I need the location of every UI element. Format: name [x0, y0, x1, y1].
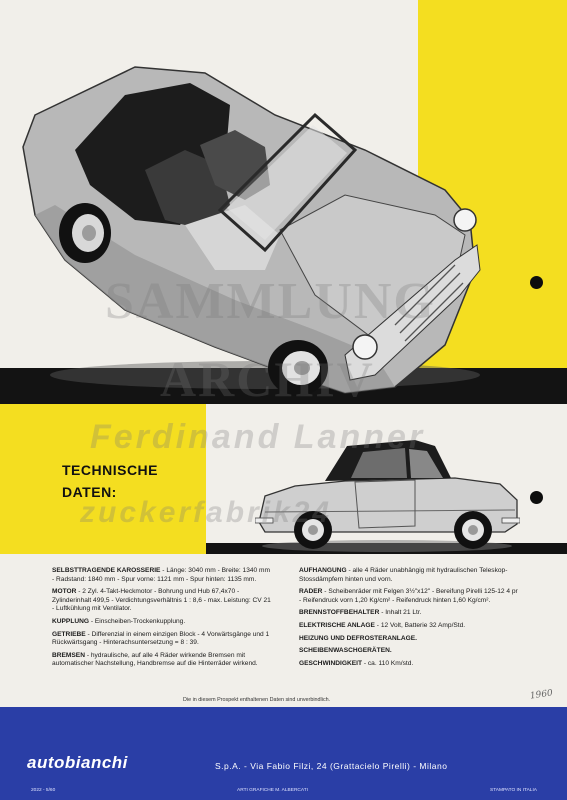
spec-label: HEIZUNG UND DEFROSTERANLAGE. [299, 634, 417, 642]
spec-item [52, 631, 274, 648]
specs-left-column [52, 567, 274, 673]
spec-text: - alle 4 Räder unabhängig mit hydraulischen Teleskop-Stossdämpfern hinten und vorn. [299, 567, 508, 583]
spec-label: GESCHWINDIGKEIT [299, 659, 363, 667]
heading-line-2: DATEN: [62, 484, 117, 500]
specs-right-column [299, 567, 521, 672]
printed-in: STAMPATO IN ITALIA [490, 788, 537, 793]
spec-item [52, 567, 274, 584]
convertible-car-image [15, 55, 485, 400]
watermark-zuckerfabrik: zuckerfabrik24 [80, 496, 333, 529]
spec-item [299, 609, 521, 618]
spec-item [52, 652, 274, 669]
spec-label: RADER [299, 588, 323, 596]
disclaimer-text: Die in diesem Prospekt enthaltenen Daten sind unverbindlich. [183, 697, 331, 703]
spec-item [299, 588, 521, 605]
autobianchi-logo: autobianchi [27, 753, 128, 772]
spec-label: BREMSEN [52, 651, 85, 659]
company-address: S.p.A. - Via Fabio Filzi, 24 (Grattacielo Pirelli) - Milano [215, 761, 448, 771]
watermark-lanner: Ferdinand Lanner [90, 418, 426, 456]
spec-text: - Länge: 3040 mm - Breite: 1340 mm - Radstand: 1840 mm - Spur vorne: 1121 mm - Spur hinten: 1135 mm. [52, 567, 271, 583]
spec-text: - Differenzial in einem einzigen Block - 4 Vorwärtsgänge und 1 Rückwärtsgang - Hinterachsuntersetzung = 8 : 39. [52, 630, 270, 647]
spec-text: - 12 Volt, Batterie 32 Amp/Std. [374, 621, 466, 629]
spec-text: - 2 Zyl. 4-Takt-Heckmotor - Bohrung und Hub 67,4x70 - Zylinderinhalt 499,5 - Verdichtungsverhältnis 1 : 8,6 - max. Leistung: CV 21 - Luftkühlung mit Ventilator. [52, 588, 271, 613]
spec-label: KUPPLUNG [52, 617, 89, 625]
spec-item [52, 588, 274, 614]
spec-text: - Einscheiben-Trockenkupplung. [89, 617, 186, 625]
spec-item [299, 622, 521, 631]
spec-text: - Scheibenräder mit Felgen 3½"x12" - Bereifung Pirelli 125-12 4 pr - Reifendruck vorn 1,20 Kg/cm² - Reifendruck hinten 1,60 Kg/cm². [299, 588, 518, 604]
handwritten-year: 1960 [529, 688, 554, 702]
heading-line-1: TECHNISCHE [62, 462, 159, 478]
spec-label: ELEKTRISCHE ANLAGE [299, 621, 375, 629]
spec-text: - Inhalt 21 Ltr. [379, 609, 422, 617]
printer-name: ARTI GRAFICHE M. ALBERCATI [237, 788, 308, 793]
spec-text: - ca. 110 Km/std. [362, 659, 414, 667]
spec-label: AUFHANGUNG [299, 567, 347, 574]
spec-label: MOTOR [52, 588, 77, 596]
print-code: 2022 - 5/60 [31, 788, 56, 793]
spec-item [52, 618, 274, 627]
spec-item [299, 635, 521, 644]
punch-hole-top [530, 276, 543, 289]
watermark-sammlung: SAMMLUNG [105, 273, 436, 330]
spec-item [299, 567, 521, 584]
spec-item [299, 660, 521, 669]
spec-label: GETRIEBE [52, 630, 86, 638]
spec-label: SCHEIBENWASCHGERÄTEN. [299, 647, 392, 655]
watermark-archiv: ARCHIV [160, 351, 375, 407]
technical-data-heading [62, 459, 158, 503]
spec-text: - hydraulische, auf alle 4 Räder wirkende Bremsen mit automatischer Nachstellung, Handbremse auf die Hinterräder wirkend. [52, 651, 258, 668]
punch-hole-bottom [530, 491, 543, 504]
spec-item [299, 647, 521, 656]
spec-label: BRENNSTOFFBEHALTER [299, 609, 380, 617]
spec-label: SELBSTTRAGENDE KAROSSERIE [52, 567, 161, 574]
